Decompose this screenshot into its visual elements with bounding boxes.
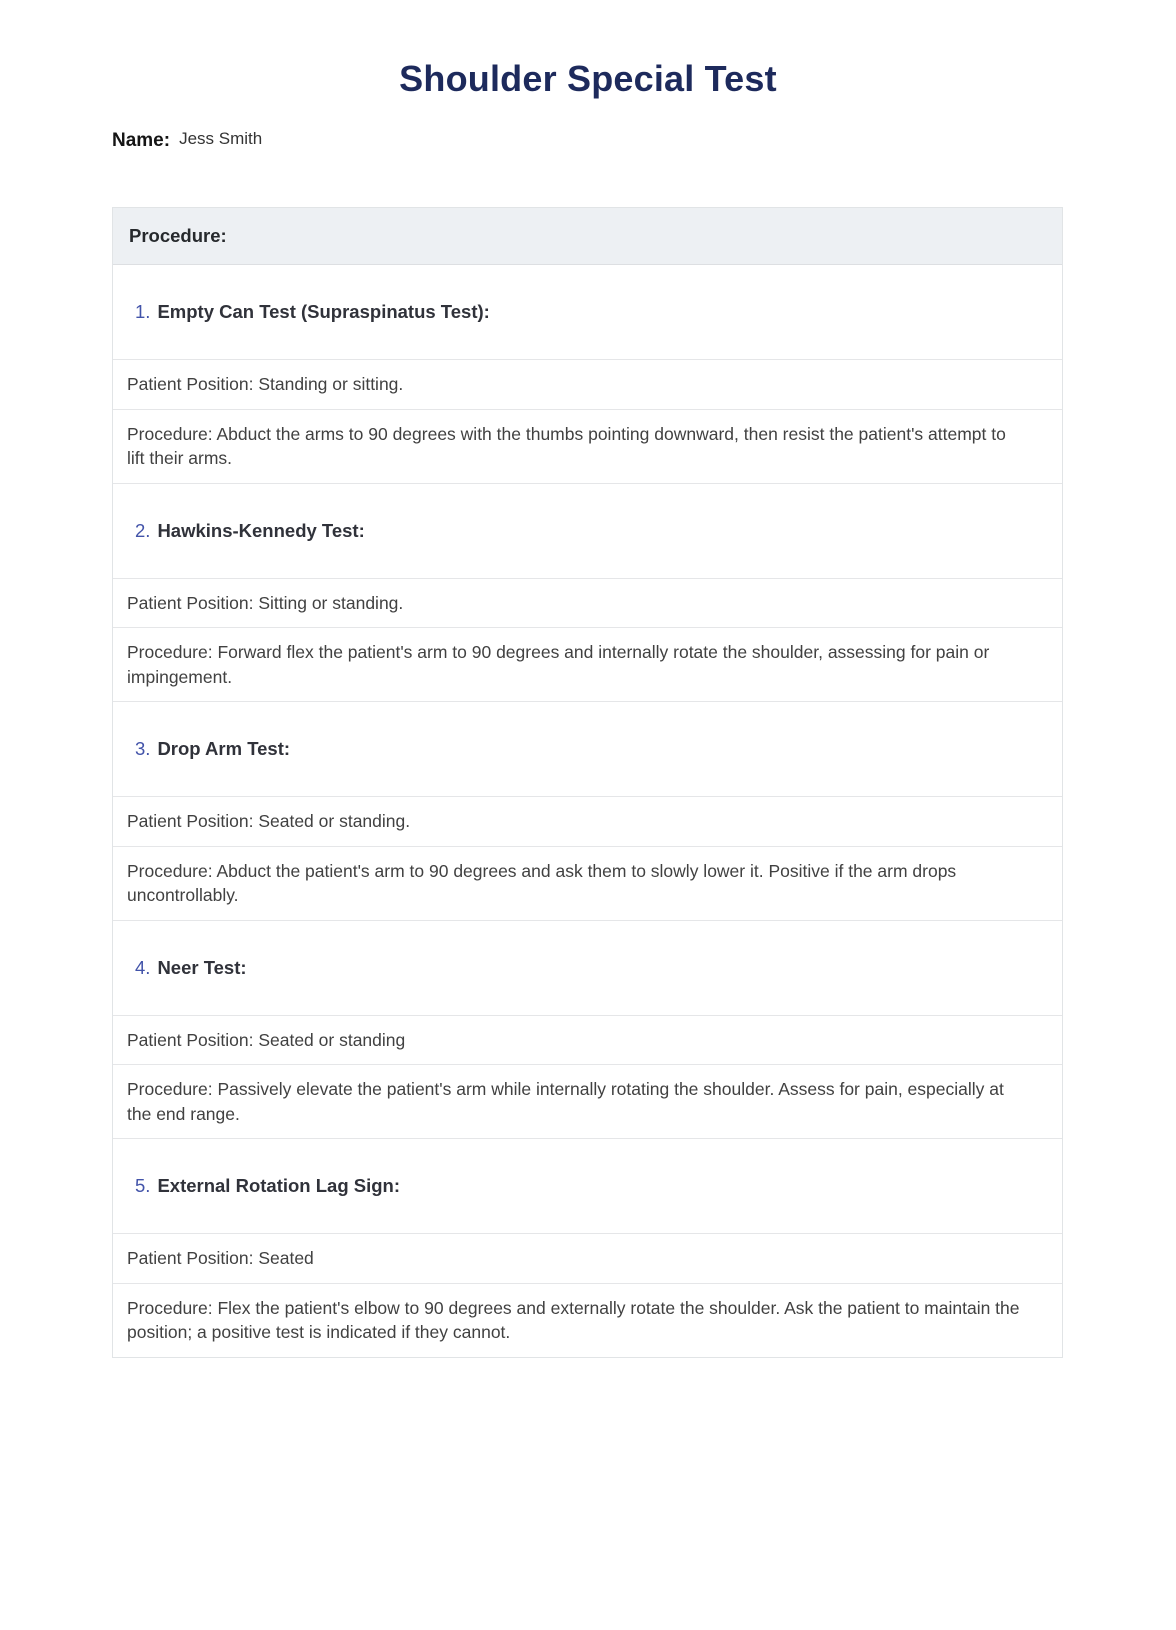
test-5-title: External Rotation Lag Sign: <box>157 1175 401 1196</box>
test-2-procedure-row <box>113 628 1062 702</box>
test-2-procedure-text: Procedure: Forward flex the patient's arm to 90 degrees and internally rotate the shoulder, assessing for pain or impingement. <box>127 642 990 687</box>
test-1-number: 1. <box>135 301 151 322</box>
test-3-patient-position-row <box>113 797 1062 847</box>
test-5-procedure-row <box>113 1284 1062 1357</box>
test-5-patient-position-row <box>113 1234 1062 1284</box>
test-3-title: Drop Arm Test: <box>157 738 291 759</box>
test-1-procedure-text: Procedure: Abduct the arms to 90 degrees with the thumbs pointing downward, then resist the patient's attempt to lift their arms. <box>127 423 1006 468</box>
name-row <box>112 130 1176 152</box>
test-3-patient-position-text: Patient Position: Seated or standing. <box>127 811 411 831</box>
procedure-table <box>112 207 1063 1358</box>
test-3-procedure-text: Procedure: Abduct the patient's arm to 90 degrees and ask them to slowly lower it. Positive if the arm drops uncontrollably. <box>127 860 957 905</box>
test-2-patient-position-text: Patient Position: Sitting or standing. <box>127 592 404 613</box>
test-4-title-row <box>113 921 1062 1016</box>
page-title: Shoulder Special Test <box>399 58 777 99</box>
name-label: Name: <box>112 130 171 151</box>
procedure-table-header: Procedure: <box>113 208 1062 265</box>
test-1-title: Empty Can Test (Supraspinatus Test): <box>157 301 490 322</box>
test-3-number: 3. <box>135 738 151 759</box>
test-1-patient-position-row <box>113 360 1062 410</box>
test-1-patient-position-text: Patient Position: Standing or sitting. <box>127 374 404 394</box>
test-1-procedure-row <box>113 410 1062 484</box>
test-4-patient-position-row <box>113 1016 1062 1066</box>
name-value: Jess Smith <box>179 129 263 148</box>
test-5-patient-position-text: Patient Position: Seated <box>127 1248 314 1268</box>
test-1-title-row <box>113 265 1062 360</box>
test-3-title-row <box>113 702 1062 797</box>
test-5-title-row <box>113 1139 1062 1234</box>
test-4-title: Neer Test: <box>157 956 247 978</box>
test-2-title: Hawkins-Kennedy Test: <box>157 519 365 541</box>
test-4-number: 4. <box>135 956 151 978</box>
test-3-procedure-row <box>113 847 1062 921</box>
test-4-procedure-text: Procedure: Passively elevate the patient's arm while internally rotating the shoulder. Assess for pain, especially at the end range. <box>127 1079 1004 1124</box>
test-2-title-row <box>113 484 1062 579</box>
test-4-procedure-row <box>113 1065 1062 1139</box>
test-5-procedure-text: Procedure: Flex the patient's elbow to 90 degrees and externally rotate the shoulder. Ask the patient to maintain the position; a positive test is indicated if they cannot. <box>127 1297 1020 1342</box>
test-5-number: 5. <box>135 1175 151 1196</box>
test-4-patient-position-text: Patient Position: Seated or standing <box>127 1029 406 1050</box>
test-2-number: 2. <box>135 519 151 541</box>
test-2-patient-position-row <box>113 579 1062 629</box>
